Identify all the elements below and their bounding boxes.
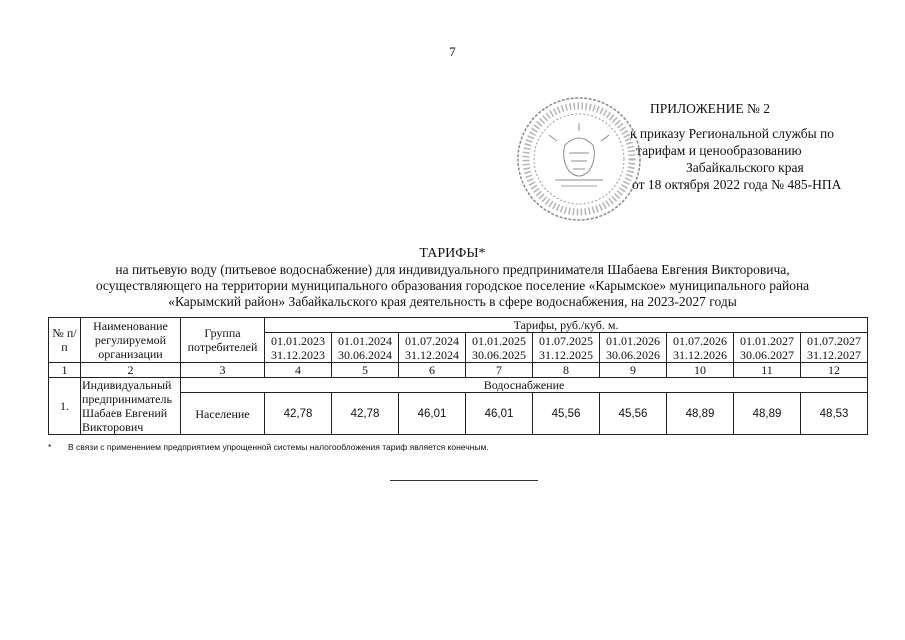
column-number: 9: [600, 363, 667, 378]
header-number: № п/п: [49, 318, 81, 363]
period-header: [600, 333, 667, 363]
document-title: ТАРИФЫ*: [419, 246, 486, 261]
period-to: 30.06.2026: [606, 347, 660, 362]
header-consumer-group: Группа потребителей: [181, 318, 265, 363]
period-to: 30.06.2025: [472, 347, 526, 362]
appendix-number: ПРИЛОЖЕНИЕ № 2: [650, 101, 771, 116]
period-header: [265, 333, 332, 363]
consumer-group: Население: [181, 393, 265, 435]
period-from: 01.07.2024: [405, 333, 459, 348]
header-tariffs: Тарифы, руб./куб. м.: [265, 318, 868, 333]
appendix-authority: тарифам и ценообразованию: [636, 143, 802, 158]
tariff-value: 45,56: [600, 393, 667, 435]
period-to: 31.12.2027: [807, 347, 862, 362]
period-to: 31.12.2025: [539, 347, 593, 362]
footnote-text: В связи с применением предприятием упрощенной системы налогообложения тариф является конечным.: [68, 442, 489, 452]
tariff-value: 42,78: [332, 393, 399, 435]
document-title-block: [0, 246, 905, 310]
period-from: 01.01.2024: [338, 333, 392, 348]
column-number-row: [49, 363, 868, 378]
appendix-header: [600, 100, 900, 193]
appendix-region: Забайкальского края: [686, 160, 804, 175]
period-header: [533, 333, 600, 363]
tariff-value: 45,56: [533, 393, 600, 435]
column-number: 5: [332, 363, 399, 378]
period-to: 31.12.2024: [405, 347, 459, 362]
page-number: 7: [449, 44, 456, 59]
tariff-value: 42,78: [265, 393, 332, 435]
period-from: 01.01.2026: [606, 333, 660, 348]
period-header: [801, 333, 868, 363]
column-number: 2: [81, 363, 181, 378]
period-from: 01.07.2027: [807, 333, 862, 348]
column-number: 4: [265, 363, 332, 378]
period-to: 31.12.2026: [673, 347, 727, 362]
column-number: 7: [466, 363, 533, 378]
period-from: 01.07.2025: [539, 333, 593, 348]
footnote-mark: *: [48, 442, 52, 452]
organization-name: Индивидуальный предприниматель Шабаев Евгений Викторович: [81, 378, 181, 435]
appendix-date: от 18 октября 2022 года № 485-НПА: [632, 177, 842, 192]
column-number: 10: [667, 363, 734, 378]
tariff-table: [48, 317, 868, 435]
separator-line: [390, 480, 538, 481]
document-subtitle-line-1: на питьевую воду (питьевое водоснабжение) для индивидуального предпринимателя Шабаева Евгения Викторовича,: [115, 262, 790, 277]
column-number: 1: [49, 363, 81, 378]
period-header: [667, 333, 734, 363]
document-subtitle-line-3: «Карымский район» Забайкальского края деятельность в сфере водоснабжения, на 2023-2027 годы: [168, 294, 737, 309]
period-header: [332, 333, 399, 363]
document-subtitle-line-2: осуществляющего на территории муниципального образования городское поселение «Карымское» муниципального района: [95, 278, 810, 293]
column-number: 8: [533, 363, 600, 378]
column-number: 12: [801, 363, 868, 378]
period-to: 31.12.2023: [271, 347, 325, 362]
period-header: [466, 333, 533, 363]
column-number: 6: [399, 363, 466, 378]
tariff-value: 48,89: [734, 393, 801, 435]
column-number: 3: [181, 363, 265, 378]
period-header: [734, 333, 801, 363]
period-from: 01.07.2026: [673, 333, 727, 348]
period-header: [399, 333, 466, 363]
period-from: 01.01.2025: [472, 333, 526, 348]
period-to: 30.06.2024: [338, 347, 392, 362]
tariff-value: 46,01: [399, 393, 466, 435]
row-number: 1.: [49, 378, 81, 435]
period-from: 01.01.2023: [271, 333, 325, 348]
tariff-value: 46,01: [466, 393, 533, 435]
period-to: 30.06.2027: [740, 347, 794, 362]
appendix-order-ref: к приказу Региональной службы по: [630, 126, 835, 141]
tariff-value: 48,89: [667, 393, 734, 435]
header-organization: Наименование регулируемой организации: [81, 318, 181, 363]
footnote: [48, 442, 489, 452]
tariff-value: 48,53: [801, 393, 868, 435]
section-water-supply: Водоснабжение: [181, 378, 868, 393]
period-from: 01.01.2027: [740, 333, 794, 348]
column-number: 11: [734, 363, 801, 378]
